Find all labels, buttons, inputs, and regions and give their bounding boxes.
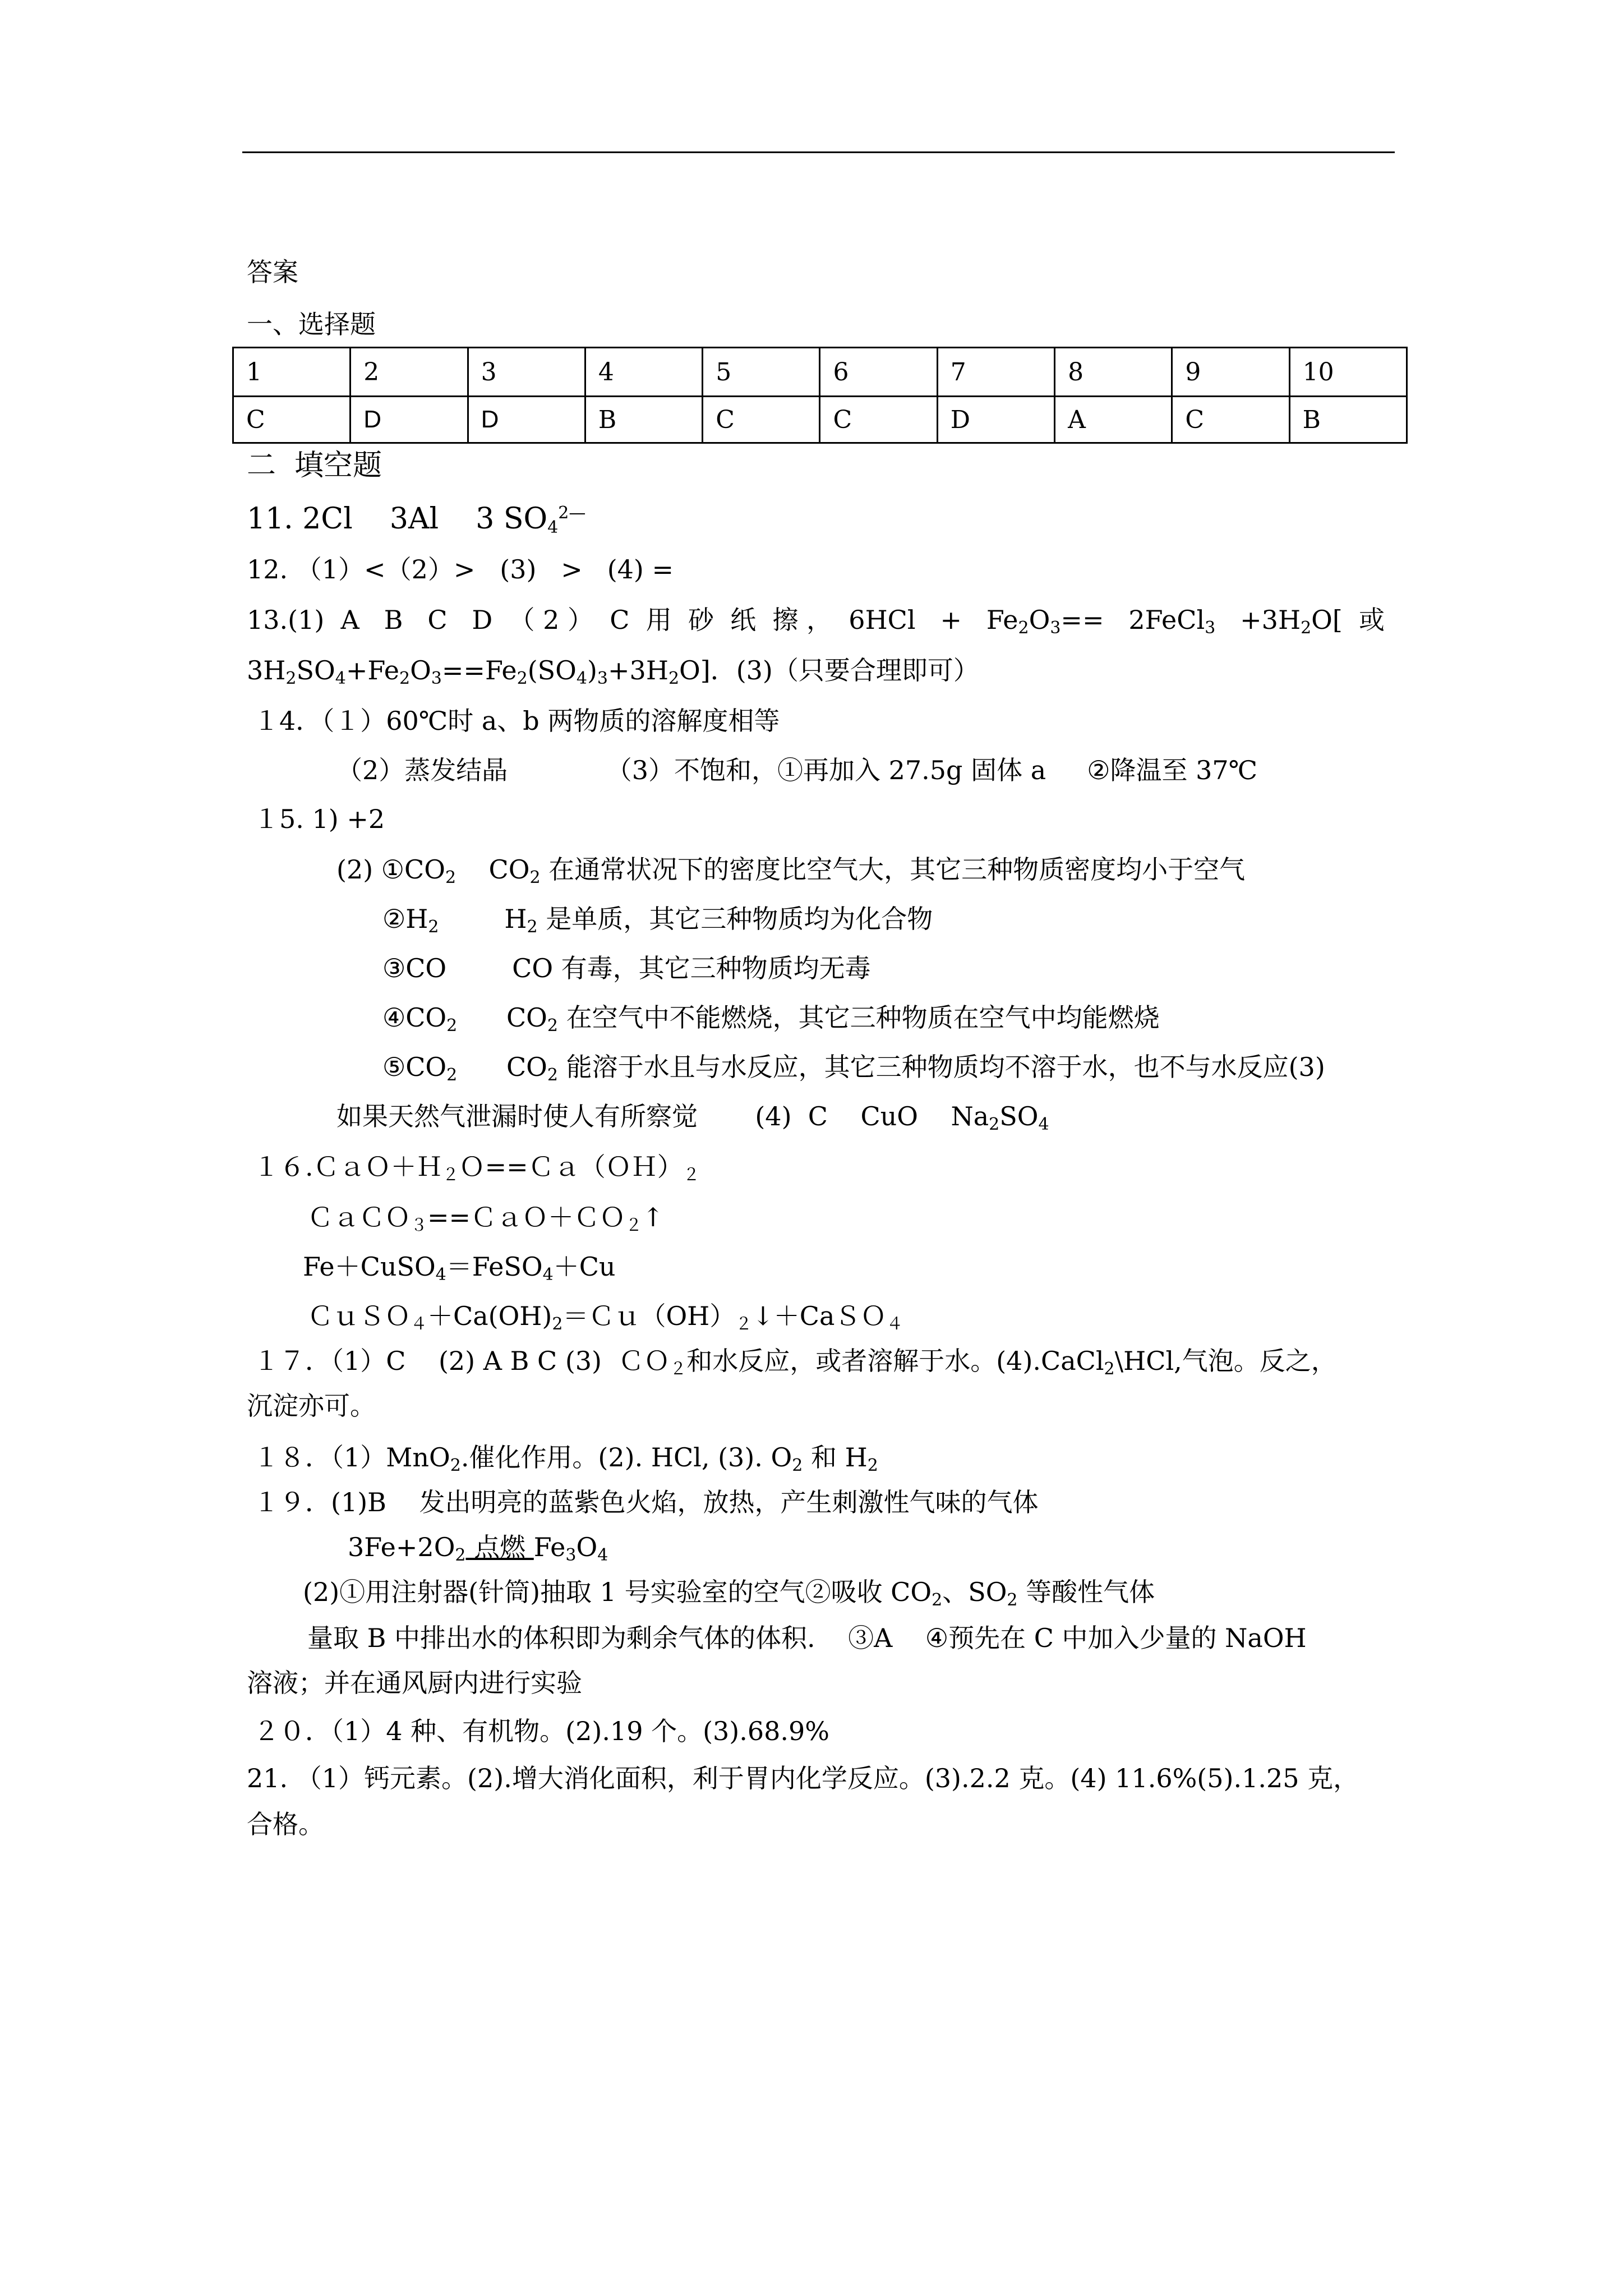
answer-19-line5: 溶液；并在通风厨内进行实验 — [247, 1668, 582, 1698]
answer-16-line4: $CuSO_4+Ca(OH)_2=Cu(OH)_2↓+CaSO_4$ — [307, 1301, 903, 1334]
table-cell: 5 — [703, 348, 820, 397]
page-title: 答案 — [247, 257, 298, 287]
answer-16-line2: ＣａＣＯ$_3$==ＣａＯ＋ＣＯ$_2$↑ — [307, 1202, 664, 1235]
answer-15-row3: ③CO CO 有毒，其它三种物质均无毒 — [382, 953, 871, 983]
choice-answer-table — [232, 347, 1408, 444]
answer-13-line1: 13.(1) A B C D （ 2 ） C 用 砂 纸 擦 ， $6HCl + Fe_2O_3==$ 2FeCl$_3$ $+3H_2O$[ 或 — [247, 605, 1385, 638]
table-cell: C — [820, 397, 937, 443]
answer-21-line1: 21. （1）钙元素。(2).增大消化面积，利于胃内化学反应。(3).2.2 克。(4) 11.6%(5).1.25 克， — [247, 1763, 1359, 1793]
table-cell: C — [703, 397, 820, 443]
answer-13-line2: $3H_2SO_4+Fe_2O_3==Fe_2(SO_4)_3+3H_2O$]．(3)（只要合理即可） — [247, 655, 979, 688]
answer-15-line1: １5. 1) +2 — [253, 804, 385, 834]
table-cell: B — [585, 397, 702, 443]
answer-15-row4: $④CO_2$ $CO_2$ 在空气中不能燃烧，其它三种物质在空气中均能燃烧 — [382, 1002, 1160, 1036]
answer-17-line2: 沉淀亦可。 — [247, 1391, 376, 1421]
answer-16-line3: Fe＋CuSO$_4$＝FeSO$_4$＋Cu — [303, 1251, 616, 1285]
answer-19-line4: 量取 B 中排出水的体积即为剩余气体的体积. ③A ④预先在 C 中加入少量的 NaOH — [307, 1623, 1307, 1653]
table-cell: C — [1172, 397, 1289, 443]
answer-15-row1: (2) $①CO_2$ $CO_2$ 在通常状况下的密度比空气大，其它三种物质密度均小于空气 — [336, 854, 1246, 887]
table-cell: 10 — [1289, 348, 1407, 397]
answer-19-line2: $3Fe+2O_2$ 点燃 $Fe_3O_4$ — [348, 1532, 608, 1565]
header-rule — [242, 151, 1395, 153]
answer-16-line1: $16.CaO+H_2O==Ca(OH)_2$ — [253, 1152, 700, 1185]
answer-12: 12. （1）<（2）> (3) > (4) = — [247, 554, 674, 585]
table-cell: 3 — [468, 348, 585, 397]
table-cell: B — [1289, 397, 1407, 443]
answer-19-line1: １９．(1)B 发出明亮的蓝紫色火焰，放热，产生刺激性气味的气体 — [253, 1487, 1039, 1517]
table-cell: D — [937, 397, 1054, 443]
table-cell: 1 — [233, 348, 351, 397]
answer-19-line3: (2)①用注射器(针筒)抽取 1 号实验室的空气②吸收 $CO_2$、$SO_2$ 等酸性气体 — [303, 1577, 1155, 1610]
table-cell: C — [233, 397, 351, 443]
answer-14-line2: （2）蒸发结晶 （3）不饱和，①再加入 27.5g 固体 a ②降温至 37℃ — [336, 755, 1258, 785]
answer-21-line2: 合格。 — [247, 1809, 324, 1839]
answer-18: １８．（1）MnO$_2$.催化作用。(2). HCl, (3). $O_2$ 和 $H_2$ — [253, 1442, 878, 1475]
answer-14-line1: １4．（１）60℃时 a、b 两物质的溶解度相等 — [253, 706, 780, 736]
table-cell: 6 — [820, 348, 937, 397]
section-fill-heading: 二 填空题 — [247, 449, 382, 482]
answer-15-row5: $⑤CO_2$ $CO_2$ 能溶于水且与水反应，其它三种物质均不溶于水，也不与水反应(3) — [382, 1052, 1325, 1085]
answer-11: 11. 2Cl 3Al 3 $SO_4^{2—}$ — [247, 502, 586, 537]
table-cell: 2 — [351, 348, 468, 397]
section-choice-heading: 一、选择题 — [247, 309, 376, 339]
table-row-answers — [233, 397, 1407, 443]
table-cell: D — [468, 397, 585, 443]
answer-17-line1: １７．（1）C (2) A B C (3) ＣＯ$_2$和水反应，或者溶解于水。(4).CaCl$_2$\HCl,气泡。反之， — [253, 1346, 1337, 1379]
table-cell: A — [1055, 397, 1172, 443]
answer-20: ２０．（1）4 种、有机物。(2).19 个。(3).68.9% — [253, 1716, 830, 1746]
answer-15-row2: $②H_2$ $H_2$ 是单质，其它三种物质均为化合物 — [382, 904, 933, 937]
table-cell: 9 — [1172, 348, 1289, 397]
answer-15-row6: 如果天然气泄漏时使人有所察觉 (4) C CuO $Na_2SO_4$ — [336, 1101, 1049, 1134]
table-cell: 8 — [1055, 348, 1172, 397]
table-cell: 4 — [585, 348, 702, 397]
table-cell: 7 — [937, 348, 1054, 397]
table-cell: D — [351, 397, 468, 443]
table-row-numbers — [233, 348, 1407, 397]
